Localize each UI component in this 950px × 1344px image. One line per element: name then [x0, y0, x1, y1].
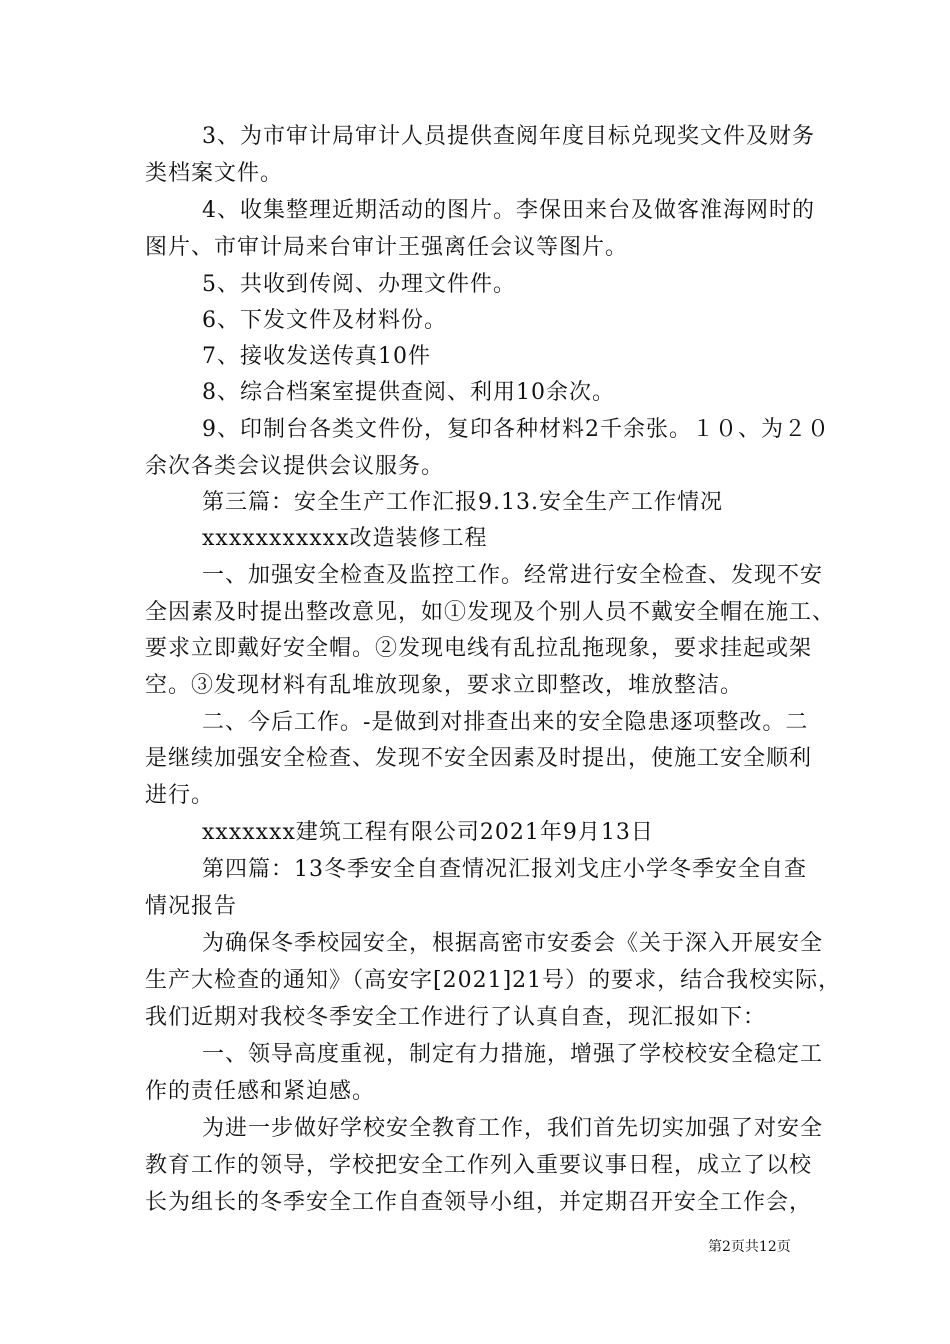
signature-line: xxxxxxx建筑工程有限公司2021年9月13日 — [202, 820, 654, 845]
text-line: 教育工作的领导，学校把安全工作列入重要议事日程，成立了以校 — [145, 1153, 813, 1178]
section-heading: 第四篇：13冬季安全自查情况汇报刘戈庄小学冬季安全自查 — [202, 857, 807, 882]
text-line: 全因素及时提出整改意见，如①发现及个别人员不戴安全帽在施工、 — [145, 600, 836, 625]
text-line: 要求立即戴好安全帽。②发现电线有乱拉乱拖现象，要求挂起或架 — [145, 636, 813, 661]
text-line: 9、印制台各类文件份，复印各种材料2千余张。１０、为２０ — [202, 417, 830, 442]
text-line: xxxxxxxxxxx改造装修工程 — [202, 526, 488, 551]
text-line: 是继续加强安全检查、发现不安全因素及时提出，使施工安全顺利 — [145, 746, 813, 771]
text-line: 一、领导高度重视，制定有力措施，增强了学校校安全稳定工 — [202, 1042, 824, 1067]
text-line: 我们近期对我校冬季安全工作进行了认真自查，现汇报如下： — [145, 1005, 767, 1030]
section-heading: 第三篇：安全生产工作汇报9.13.安全生产工作情况 — [202, 490, 723, 515]
text-line: 长为组长的冬季安全工作自查领导小组，并定期召开安全工作会， — [145, 1190, 813, 1215]
text-line: 8、综合档案室提供查阅、利用10余次。 — [202, 380, 615, 405]
text-line: 3、为市审计局审计人员提供查阅年度目标兑现奖文件及财务 — [202, 124, 815, 149]
section-heading: 情况报告 — [145, 894, 238, 919]
text-line: 类档案文件。 — [145, 161, 284, 186]
text-line: 5、共收到传阅、办理文件件。 — [202, 272, 516, 297]
text-line: 进行。 — [145, 783, 215, 808]
text-line: 6、下发文件及材料份。 — [202, 308, 447, 333]
text-line: 一、加强安全检查及监控工作。经常进行安全检查、发现不安 — [202, 563, 824, 588]
text-line: 空。③发现材料有乱堆放现象，要求立即整改，堆放整洁。 — [145, 673, 744, 698]
text-line: 为进一步做好学校安全教育工作，我们首先切实加强了对安全 — [202, 1116, 824, 1141]
text-line: 为确保冬季校园安全，根据高密市安委会《关于深入开展安全 — [202, 931, 824, 956]
text-line: 4、收集整理近期活动的图片。李保田来台及做客淮海网时的 — [202, 198, 815, 223]
text-line: 作的责任感和紧迫感。 — [145, 1079, 376, 1104]
text-line: 余次各类会议提供会议服务。 — [145, 454, 445, 479]
page-number: 第2页共12页 — [708, 1239, 791, 1255]
text-line: 7、接收发送传真10件 — [202, 344, 431, 369]
text-line: 图片、市审计局来台审计王强离任会议等图片。 — [145, 235, 629, 260]
text-line: 生产大检查的通知》（高安字[2021]21号）的要求，结合我校实际， — [145, 968, 842, 993]
text-line: 二、今后工作。-是做到对排查出来的安全隐患逐项整改。二 — [202, 710, 809, 735]
